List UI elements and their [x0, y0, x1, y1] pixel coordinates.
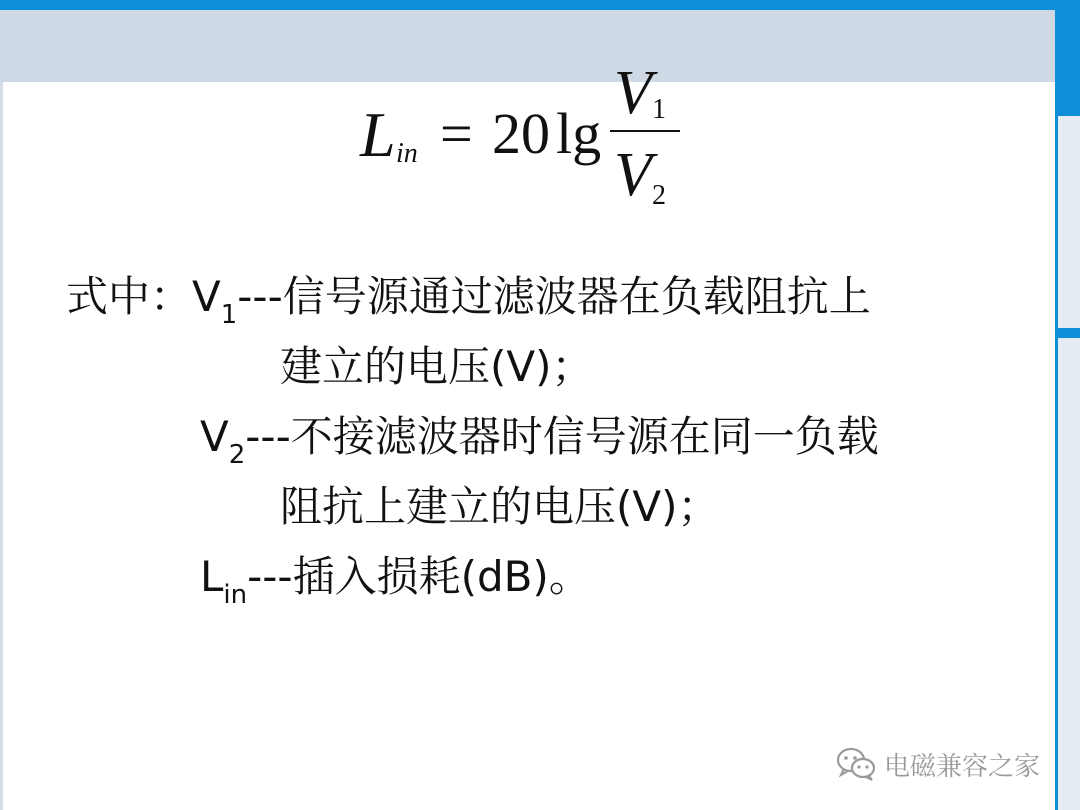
slide-right-panel-lower	[1058, 338, 1080, 810]
formula-lhs: L	[360, 99, 396, 170]
definition-v2-subscript: 2	[228, 440, 246, 470]
wechat-icon	[836, 746, 876, 782]
definition-v2-line	[200, 404, 879, 470]
formula-function: lg	[556, 101, 602, 166]
slide-top-border	[0, 0, 1080, 10]
slide-right-panel-upper	[1058, 116, 1080, 328]
formula-coefficient: 20	[492, 101, 550, 166]
watermark-text: 电磁兼容之家	[884, 751, 1041, 782]
definition-v1-continuation-text: 建立的电压(V)；	[280, 342, 594, 391]
slide-left-edge	[0, 82, 3, 810]
formula-numerator: V	[614, 59, 652, 127]
definition-v1-text: ---信号源通过滤波器在负载阻抗上	[237, 272, 871, 321]
definition-v2-prefix: V	[200, 412, 229, 461]
insertion-loss-formula	[360, 58, 700, 211]
definition-lin-line	[200, 544, 591, 610]
definition-v1-subscript: 1	[220, 300, 238, 330]
formula-lhs-subscript: in	[396, 138, 418, 169]
definition-lin-subscript: in	[223, 580, 248, 610]
formula-equals: =	[440, 101, 473, 166]
definition-lin-prefix: L	[200, 552, 224, 601]
watermark	[836, 744, 1040, 784]
formula-fraction-bar	[610, 130, 680, 132]
formula-numerator-subscript: 1	[652, 94, 666, 125]
formula-denominator: V	[614, 141, 652, 209]
definition-v2-continuation-text: 阻抗上建立的电压(V)；	[280, 482, 720, 531]
definition-v1-prefix: 式中：V	[66, 272, 221, 321]
definition-v1-line	[66, 264, 871, 330]
formula-denominator-subscript: 2	[652, 180, 666, 211]
definition-v2-continuation	[280, 474, 720, 534]
definition-v2-text: ---不接滤波器时信号源在同一负载	[245, 412, 879, 461]
definition-lin-text: ---插入损耗(dB)。	[247, 552, 591, 601]
definition-v1-continuation	[280, 334, 594, 394]
